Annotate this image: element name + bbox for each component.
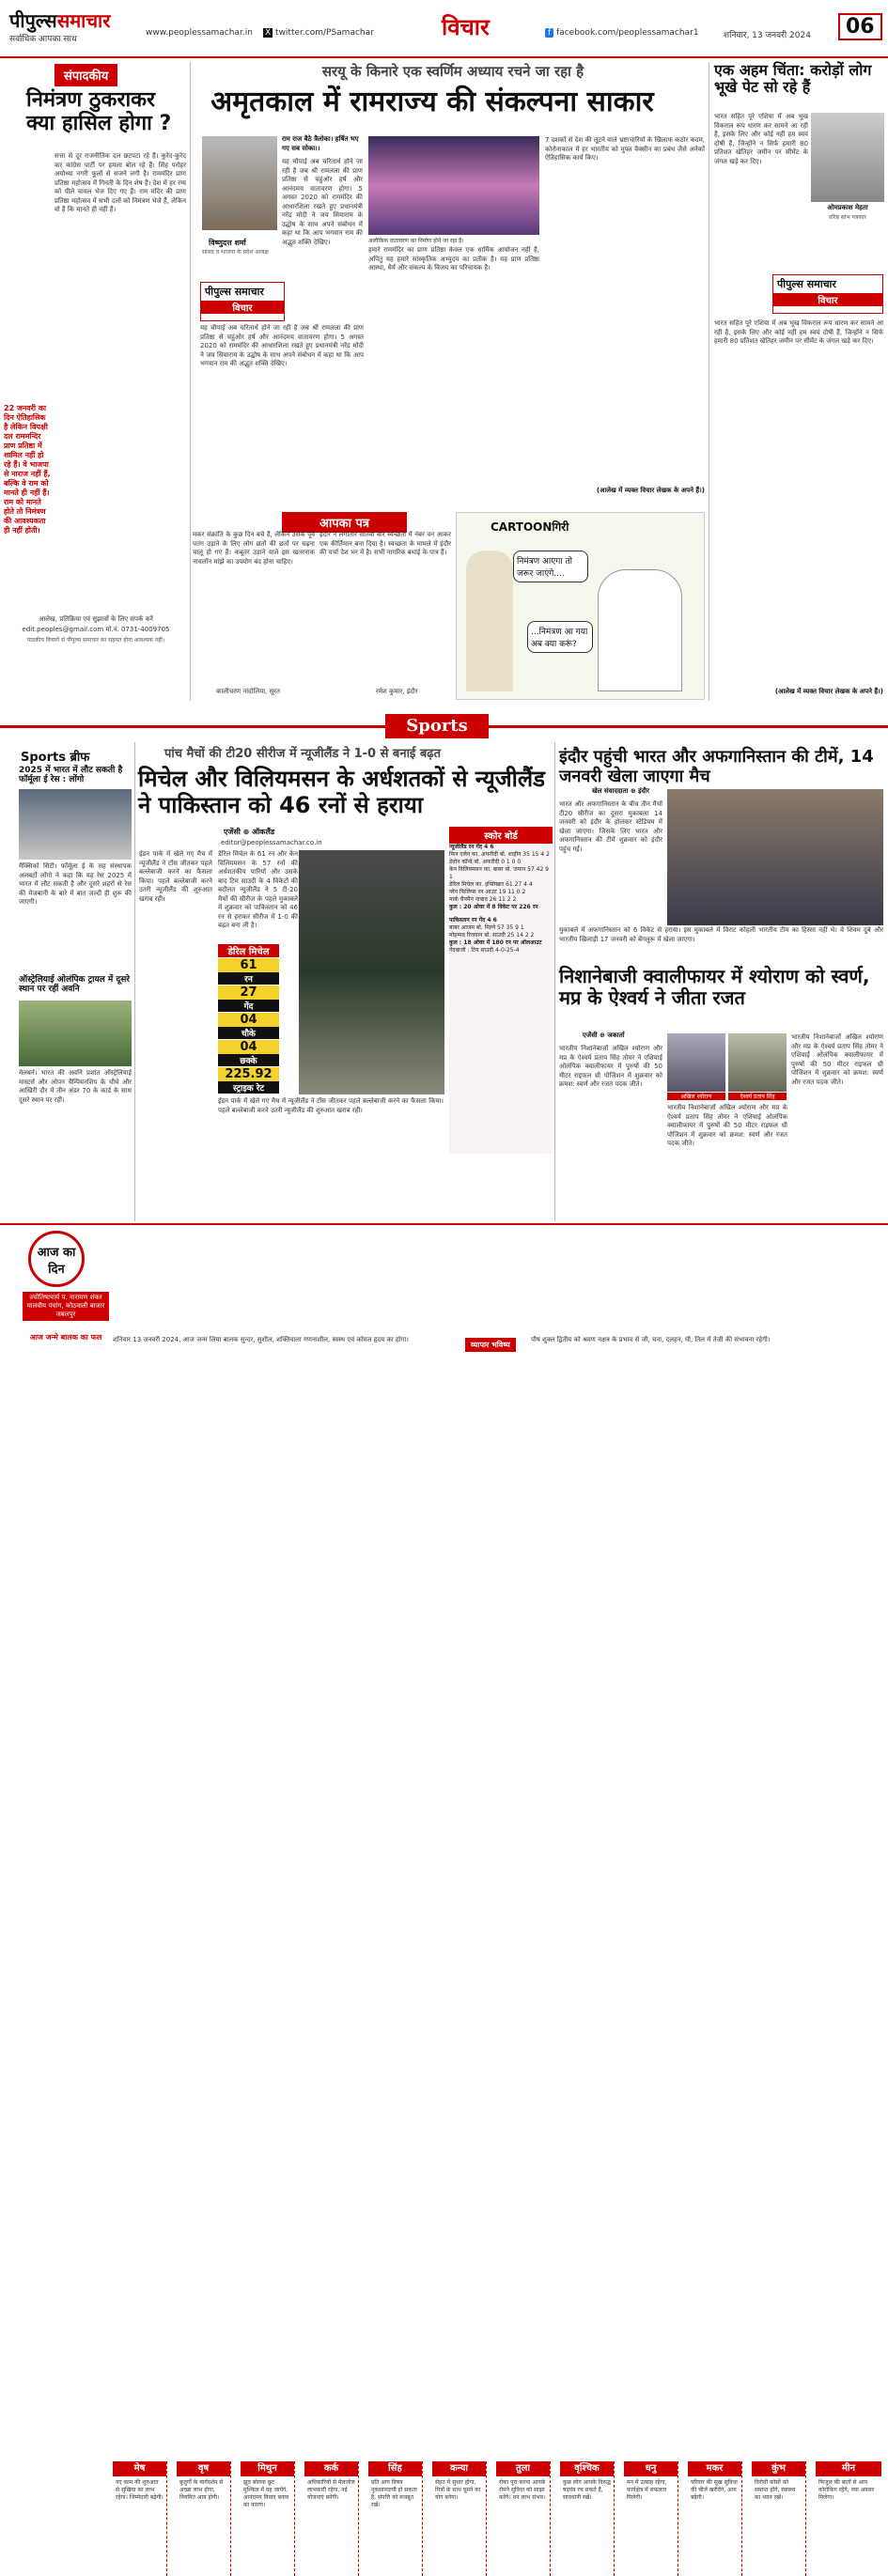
- indore-dateline: खेल संवाददाता ⊕ इंदौर: [592, 787, 649, 795]
- child-title: आज जन्मे बालक का फल: [29, 1333, 102, 1342]
- market-tag: व्यापार भविष्य: [465, 1338, 516, 1352]
- photo-caption: अलौकिक वातावरण का निर्माण होने जा रहा है।: [368, 238, 464, 244]
- brief-tag: Sports ब्रीफ: [21, 751, 90, 765]
- score-row: बाबर आजम बो. मिल्ने 57 35 9 1: [449, 924, 524, 931]
- promo-box-right: [772, 274, 883, 314]
- zodiac-name: धनु: [624, 2461, 678, 2476]
- score-row: फिन एलेन का. अफरीदी बो. शाहीन 35 15 4 2: [449, 851, 550, 858]
- issue-date: शनिवार, 13 जनवरी 2024: [724, 31, 811, 40]
- score-row: मार्क चैपमैन नाबाद 26 11 2 2: [449, 896, 517, 903]
- stat-sixes-value: 04: [240, 1040, 257, 1054]
- main-body-1: यह चौपाई अब चरितार्थ होने जा रही है जब श्री रामलला की प्राण प्रतिष्ठा से चहुंओर हर्ष और आनंदमय वातावरण होगा। 5 अगस्त 2020 को राममंदिर की आधारशिला रखते हुए प्रधानमंत्री नरेंद्र मोदी ने जय सियाराम के उद्घोष के साथ अपने संबोधन में कहा था कि आप भगवान राम की अद्भुत शक्ति देखिए।: [282, 158, 363, 246]
- main-footnote: (आलेख में व्यक्त विचार लेखक के अपने हैं।): [596, 487, 705, 494]
- website-link[interactable]: www.peoplessamachar.in: [146, 28, 253, 38]
- right-headline: एक अहम चिंता: करोड़ों लोग भूखे पेट सो रहे हैं: [714, 61, 872, 97]
- zodiac-text: अधिकारियों से मेलजोल लाभकारी रहेगा, नई योजनाएं बनेंगी।: [307, 2479, 355, 2501]
- player-name: डेरिल मिचेल: [218, 944, 279, 957]
- indore-caption: मुकाबले में अफगानिस्तान को 6 विकेट से हराया। इस मुकाबले में विराट कोहली भारतीय टीम का हिस्सा नहीं थे। वे शिवम दुबे और भारतीय खिलाड़ी 17 जनवरी को बेंगलुरू में खेला जाएगा।: [559, 926, 883, 943]
- contact-line: आलेख, प्रतिक्रिया एवं सुझावों के लिए संपर्क करें: [39, 615, 153, 623]
- zodiac-name: मिथुन: [241, 2461, 294, 2476]
- editorial-headline: निमंत्रण ठुकराकर क्या हासिल होगा ?: [26, 88, 172, 136]
- shooting-dateline: एजेंसी ⊕ जकार्ता: [583, 1032, 625, 1039]
- brief-1-body: मैक्सिको सिटी। फॉर्मूला ई के सह संस्थापक अलबर्टो लोंगो ने कहा कि यह रेस 2025 में भारत में लौट सकती है और दूसरे शहरों से रेस की मेजबानी के बारे में बात जल्दी ही शुरू की जाएगी।: [19, 862, 132, 906]
- main-body-2: हमारे राममंदिर का प्राण प्रतिष्ठा केवल एक धार्मिक आयोजन नहीं है, अपितु यह हमारे सांस्कृतिक अभ्युदय का प्रतीक है। यह प्राण प्रतिष्ठा आस्था, धैर्य और संकल्प के विजय का परिचायक है।: [368, 246, 539, 272]
- twitter-link[interactable]: [263, 28, 374, 38]
- main-body-1b: यह चौपाई अब चरितार्थ होने जा रही है जब श्री रामलला की प्राण प्रतिष्ठा से चहुंओर हर्ष और आनंदमय वातावरण होगा। 5 अगस्त 2020 को राममंदिर की आधारशिला रखते हुए प्रधानमंत्री नरेंद्र मोदी ने जय सियाराम के उद्घोष के साथ अपने संबोधन में कहा था कि आप भगवान राम की अद्भुत शक्ति देखिए।: [200, 324, 364, 367]
- editorial-pullquote: 22 जनवरी का दिन ऐतिहासिक है लेकिन विपक्षी दल राममन्दिर प्राण प्रतिष्ठा में शामिल नहीं हो रहे हैं। वे भाजपा से नाराज नहीं हैं, बल्कि वे राम को मानते ही नहीं हैं। राम को मानते होते तो निमंत्रण की आवश्यकता ही नहीं होती।: [4, 404, 51, 535]
- zodiac-text: सेहत में सुधार होगा, मित्रों के साथ घूमने का योग बनेगा।: [435, 2479, 481, 2501]
- author-photo: [202, 136, 277, 230]
- main-body-3: 7 दशकों से देश की लूटने वाले भ्रष्टाचारियों के खिलाफ कठोर कदम, कोरोनाकाल में हर भारतीय को मुफ्त वैक्सीन का प्रबंध जैसे अनेकों ऐतिहासिक कार्य किए।: [545, 136, 705, 162]
- letters-tag: आपका पत्र: [282, 512, 407, 533]
- facebook-handle: facebook.com/peoplessamachar1: [556, 28, 699, 38]
- team-arrival-photo: [667, 789, 883, 925]
- promo-section: विचार: [201, 301, 284, 314]
- scoreboard-title: स्कोर बोर्ड: [449, 827, 553, 844]
- main-headline: अमृतकाल में रामराज्य की संकल्पना साकार: [210, 85, 654, 118]
- cartoon-figure-1: [466, 551, 513, 691]
- score-row: मोहम्मद रिजवान बो. साउदी 25 14 2 2: [449, 932, 535, 939]
- zodiac-name: कन्या: [432, 2461, 486, 2476]
- aishwary-caption: ऐश्वर्य प्रताप सिंह: [728, 1093, 787, 1100]
- stat-sixes-label: छक्के: [218, 1054, 279, 1066]
- aishwary-photo: [728, 1033, 787, 1092]
- letter-2: इंदौर ने लगातार सातवीं बार स्वच्छता में नंबर वन आकर एक कीर्तिमान बना दिया है। स्वच्छता के मामले में इंदौर की चर्चा देश भर में है। सभी नागरिक बधाई के पात्र हैं।: [319, 531, 451, 556]
- sheoran-photo: [667, 1033, 725, 1092]
- facebook-link[interactable]: [545, 28, 699, 38]
- sports-email[interactable]: editor@peoplessamachar.co.in: [221, 839, 322, 846]
- shooting-body-3: भारतीय निशानेबाजों अखिल श्योराण और मप्र के ऐश्वर्य प्रताप सिंह तोमर ने एशियाई ओलंपिक क्वालीफायर में पुरुषों की 50 मीटर राइफल थ्री पोजिशन में शुक्रवार को क्रमश: स्वर्ण और रजत पदक जीते।: [791, 1033, 883, 1086]
- zodiac-text: रोका पुरा करना आपके रोमने सुविधा को साझा करेंगे। धन लाभ संभव।: [499, 2479, 546, 2501]
- column-divider: [134, 742, 135, 1221]
- zodiac-kanya: [432, 2461, 487, 2576]
- brief-2-headline: ऑस्ट्रेलियाई ओलंपिक ट्रायल में दूसरे स्थान पर रहीं अवनि: [19, 975, 130, 995]
- shooting-headline: निशानेबाजी क्वालीफायर में श्योराण को स्वर्ण, मप्र के ऐश्वर्य ने जीता रजत: [559, 965, 870, 1009]
- astrologer-info: ज्योतिषाचार्य प. नारायण शंकर मालवीय पंचांग, कोठवाली बाजार जबलपुर: [23, 1292, 109, 1321]
- columnist-name: ओमप्रकाश मेहता: [827, 204, 868, 211]
- stat-balls-label: गेंद: [218, 1000, 279, 1012]
- speech-bubble-2: ...निमंत्रण आ गया अब क्या करूं?: [527, 621, 593, 653]
- zodiac-text: झूठ बोलना छूट मुश्किल में यह जायेंगे, आनंदमय विवाद बनाव का कारण।: [243, 2479, 289, 2508]
- editorial-body: सत्ता से दूर राजनीतिक दल छटपटा रहे हैं। कुरेद-कुरेद कर कांग्रेस पार्टी पर हमला बोल रहे हैं। सिंह परोहर अयोध्या नगरी फूलों से सजने लगी है। राममंदिर प्राण प्रतिष्ठा महोत्सव में गिनती के दिन शेष हैं। देश में हर रंग्य को पीले चावल भेज दिए गए हैं। राम मंदिर की प्राण प्रतिष्ठा महोत्सव में सभी दलों को निमंत्रण भेजे हैं, लेकिन वो है कि मानते ही नहीं हैं।: [55, 152, 186, 213]
- score-row: कुल : 18 ओवर में 180 रन पर ऑलआउट: [449, 939, 542, 946]
- promo-logo: पीपुल्स समाचार: [205, 286, 264, 298]
- avani-photo: [19, 1001, 132, 1066]
- promo-logo: पीपुल्स समाचार: [777, 278, 836, 290]
- main-kicker: सरयू के किनारे एक स्वर्णिम अध्याय रचने जा रहा है: [321, 63, 584, 80]
- zodiac-text: प्रति आप विषय नुकसानदायी हो सकता है, संपत्ति को मजबूत रखें।: [371, 2479, 417, 2508]
- zodiac-name: कर्क: [304, 2461, 358, 2476]
- score-row: पाकिस्तान रन गेंद 4 6: [449, 917, 497, 923]
- child-text: शनिवार 13 जनवरी 2024, आज जन्म लिया बालक सुन्दर, सुशील, शक्तिवाला गणनाशील, स्वस्थ एवं कोमल हृदय का होगा।: [113, 1336, 409, 1343]
- sports-body-left: ईडन पार्क में खेले गए मैच में न्यूजीलैंड ने टॉस जीतकर पहले बल्लेबाजी करने का फैसला किया। पहले बल्लेबाजी करने उतरी न्यूजीलैंड की शुरुआत खराब रही।: [139, 850, 212, 903]
- masthead: [0, 0, 888, 58]
- zodiac-text: नए काम की शुरुआत से सुखिया का लाभ रहेगा। जिम्मेदारी बढ़ेगी।: [116, 2479, 164, 2501]
- newspaper-logo[interactable]: [9, 8, 110, 33]
- zodiac-name: मकर: [688, 2461, 741, 2476]
- logo-text-a: पीपुल्स: [9, 9, 57, 32]
- promo-section: विचार: [773, 293, 882, 306]
- zodiac-makar: [688, 2461, 742, 2576]
- formula-e-photo: [19, 789, 132, 860]
- columnist-role: वरिष्ठ स्तंभ पत्रकार: [828, 214, 866, 221]
- stat-sr-label: स्ट्राइक रेट: [218, 1081, 279, 1094]
- sports-body: डेरिल मिचेल के 61 रन और केन विलियमसन के 57 रनों की अर्धशतकीय पारियों और उसके बाद टिम साउदी के 4 विकेटों की बदौलत न्यूजीलैंड ने 5 टी-20 मैचों की सीरीज के पहले मुकाबले में शुक्रवार को पाकिस्तान को 46 रन से हराकर सीरीज में 1-0 की बढ़त बना ली है।: [218, 850, 298, 929]
- player-stats: [218, 958, 279, 1094]
- zodiac-dhanu: [624, 2461, 678, 2576]
- letter-2-sign: रमेश कुमार, इंदौर: [376, 688, 418, 695]
- score-row: केन विलियमसन का. बाबर बो. जमान 57 42 9 1: [449, 866, 549, 880]
- tagline: सर्वाधिक आपका साथ: [9, 35, 77, 44]
- promo-box: [200, 282, 285, 321]
- speech-bubble-1: निमंत्रण आएगा तो जरूर जाएंगे....: [513, 551, 588, 582]
- market-text: पौष शुक्ल द्वितीय को श्रवण नक्षत्र के प्रभाव से जौ, चना, दलहन, घी, तिल में तेजी की संभावना रहेगी।: [531, 1336, 771, 1343]
- cartoon-panel: [456, 512, 705, 700]
- sports-dateline: एजेंसी ⊕ ऑकलैंड: [224, 828, 275, 836]
- zodiac-vrishchik: [560, 2461, 615, 2576]
- column-divider: [554, 742, 555, 1221]
- right-footnote: (आलेख में व्यक्त विचार लेखक के अपने हैं।): [774, 688, 883, 695]
- sheoran-caption: अखिल श्योराण: [667, 1093, 725, 1100]
- disclaimer: पाठकीय विचारों से पीपुल्स समाचार का सहमत होना आवश्यक नहीं।: [26, 637, 165, 644]
- score-row: न्यूजीलैंड रन गेंद 4 6: [449, 844, 494, 850]
- ayodhya-photo: [368, 136, 539, 235]
- facebook-icon: f: [545, 28, 553, 38]
- zodiac-text: बुजुर्गों के मार्गदर्शन से अच्छा लाभ होगा, नियमित आय होगी।: [179, 2479, 224, 2501]
- zodiac-tula: [496, 2461, 551, 2576]
- shooting-body: भारतीय निशानेबाजों अखिल श्योराण और मप्र के ऐश्वर्य प्रताप सिंह तोमर ने एशियाई ओलंपिक क्वालीफायर में पुरुषों की 50 मीटर राइफल थ्री पोजिशन में शुक्रवार को क्रमश: स्वर्ण और रजत पदक जीते।: [559, 1045, 662, 1088]
- stat-fours-label: चौके: [218, 1027, 279, 1039]
- zodiac-vrish: [177, 2461, 231, 2576]
- zodiac-text: कुछ लोग आपके विरुद्ध षड़यंत्र रच सकते हैं, सावधानी रखें।: [563, 2479, 611, 2501]
- zodiac-text: फिजूल की बातों से आप कोरोकिंग रहेंगे, नया अवसर मिलेगा।: [818, 2479, 875, 2501]
- zodiac-name: मीन: [816, 2461, 881, 2476]
- page-number: 06: [838, 13, 882, 40]
- zodiac-singh: [368, 2461, 423, 2576]
- score-row: गेंदबाजी : टिम साउदी 4-0-25-4: [449, 947, 520, 954]
- zodiac-kark: [304, 2461, 359, 2576]
- right-body-cont: भारत सहित पूरे एशिया में अब भूख विकराल रूप धारण कर सामने आ रही है, इसके लिए और कोई नहीं हम स्वयं दोषी हैं, जिन्होंने न सिर्फ हमारी 80 प्रतिशत खेतिहर जमीन पर सीमेंट के जंगल खड़े कर दिए।: [714, 319, 883, 345]
- sports-kicker: पांच मैचों की टी20 सीरीज में न्यूजीलैंड ने 1-0 से बनाई बढ़त: [164, 747, 441, 761]
- opening-quote: राम राज बैठे त्रैलोका। हर्षित भए गए सब सोका।।: [282, 135, 359, 152]
- zodiac-name: वृष: [177, 2461, 230, 2476]
- zodiac-name: मेष: [113, 2461, 166, 2476]
- zodiac-text: विरोधी कोसों को समाप्त होंगे, स्वास्थ्य का ध्यान रखें।: [755, 2479, 796, 2501]
- cartoon-title: CARTOONगिरी: [491, 520, 569, 534]
- shooting-body-2: भारतीय निशानेबाजों अखिल श्योराण और मप्र के ऐश्वर्य प्रताप सिंह तोमर ने एशियाई ओलंपिक क्वालीफायर में पुरुषों की 50 मीटर राइफल थ्री पोजिशन में शुक्रवार को क्रमश: स्वर्ण और रजत पदक जीते।: [667, 1104, 787, 1147]
- letter-1: मकर संक्रांति के कुछ दिन बचे हैं, लेकिन उसके पूर्व पतंग उड़ाने के लिए लोग छतों की छतों पर चढ़ना चालू हो गए हैं। कबूतर उड़ाने वाले इस खतरनाक नायलॉन मांझे का उपयोग बंद होना चाहिए।: [193, 531, 315, 566]
- editorial-tag: संपादकीय: [55, 64, 117, 86]
- horoscope-divider: [0, 1223, 888, 1225]
- zodiac-text: परिवार की सुख सुविधा की चीजें खरीदेंगे, आय बढ़ेगी।: [691, 2479, 738, 2501]
- author-name: विष्णुदत्त शर्मा: [209, 239, 246, 247]
- stat-runs: [218, 958, 279, 985]
- author-role: सांसद व भाजपा के प्रदेश अध्यक्ष: [202, 249, 269, 256]
- stat-fours: [218, 1013, 279, 1040]
- stat-runs-value: 61: [240, 958, 257, 972]
- columnist-photo: [811, 113, 884, 202]
- letter-1-sign: कालीचरण नांदोलिया, सूरत: [216, 688, 281, 695]
- twitter-icon: X: [265, 28, 272, 38]
- scoreboard-table: [449, 844, 553, 1154]
- horoscope-title: आज का दिन: [28, 1231, 85, 1287]
- zodiac-text: मन में उत्साह रहेगा, कार्यक्षेत्र में सफलता मिलेगी।: [627, 2479, 667, 2501]
- score-row: ग्लेन फिलिप्स रन आउट 19 11 0 2: [449, 889, 526, 895]
- sports-body-bottom: ईडन पार्क में खेले गए मैच में न्यूजीलैंड ने टॉस जीतकर पहले बल्लेबाजी करने का फैसला किया। पहले बल्लेबाजी करने उतरी न्यूजीलैंड की शुरुआत खराब रही।: [218, 1097, 444, 1114]
- mitchell-photo: [299, 850, 444, 1094]
- score-row: डेवोन कॉन्वे बो. अफरीदी 0 1 0 0: [449, 859, 522, 865]
- indore-headline: इंदौर पहुंची भारत और अफगानिस्तान की टीमें, 14 जनवरी खेला जाएगा मैच: [559, 747, 874, 786]
- brief-1-headline: 2025 में भारत में लौट सकती है फॉर्मूला ई रेस : लोंगो: [19, 766, 123, 785]
- editorial-email[interactable]: edit.peoples@gmail.com मो.नं. 0731-4009705: [22, 626, 170, 633]
- zodiac-mesh: [113, 2461, 167, 2576]
- score-row: कुल : 20 ओवर में 8 विकेट पर 226 रन: [449, 904, 538, 910]
- stat-fours-value: 04: [240, 1013, 257, 1027]
- zodiac-meen: [816, 2461, 881, 2576]
- stat-sixes: [218, 1040, 279, 1067]
- zodiac-name: कुंभ: [752, 2461, 805, 2476]
- zodiac-kumbh: [752, 2461, 806, 2576]
- sports-headline: मिचेल और विलियमसन के अर्धशतकों से न्यूजीलैंड ने पाकिस्तान को 46 रनों से हराया: [138, 766, 545, 818]
- indore-body: भारत और अफगानिस्तान के बीच तीन मैचों टी20 सीरीज का दूसरा मुकाबला 14 जनवरी को इंदौर के होलकर स्टेडियम में खेला जाएगा। जिसके लिए भारत और अफगानिस्तान की टीमें शुक्रवार को इंदौर पहुंच गईं।: [559, 800, 662, 853]
- brief-2-body: मेलबर्न। भारत की अवनि प्रशांत ऑस्ट्रेलियाई मास्टर्स और ओपन चैम्पियनशिप के चौथे और आखिरी दौर में तीन अंडर 70 के कार्ड के साथ दूसरे स्थान पर रहीं।: [19, 1069, 132, 1104]
- sports-section-label: Sports: [385, 714, 489, 738]
- stat-balls: [218, 985, 279, 1013]
- score-row: डेरिल मिचेल का. इफ्तिखार 61 27 4 4: [449, 881, 533, 888]
- stat-balls-value: 27: [240, 985, 257, 1000]
- zodiac-mithun: [241, 2461, 295, 2576]
- zodiac-name: तुला: [496, 2461, 550, 2476]
- stat-strike-rate: [218, 1067, 279, 1094]
- stat-runs-label: रन: [218, 972, 279, 985]
- right-body: भारत सहित पूरे एशिया में अब भूख विकराल रूप धारण कर सामने आ रही है, इसके लिए और कोई नहीं हम स्वयं दोषी हैं, जिन्होंने न सिर्फ हमारी 80 प्रतिशत खेतिहर जमीन पर सीमेंट के जंगल खड़े कर दिए।: [714, 113, 808, 165]
- twitter-handle: twitter.com/PSamachar: [275, 28, 374, 38]
- stat-sr-value: 225.92: [225, 1067, 273, 1081]
- column-divider: [190, 62, 191, 701]
- cartoon-figure-2: [598, 569, 682, 691]
- zodiac-name: वृश्चिक: [560, 2461, 614, 2476]
- zodiac-name: सिंह: [368, 2461, 422, 2476]
- section-title: विचार: [442, 14, 490, 40]
- logo-text-b: समाचार: [56, 9, 111, 32]
